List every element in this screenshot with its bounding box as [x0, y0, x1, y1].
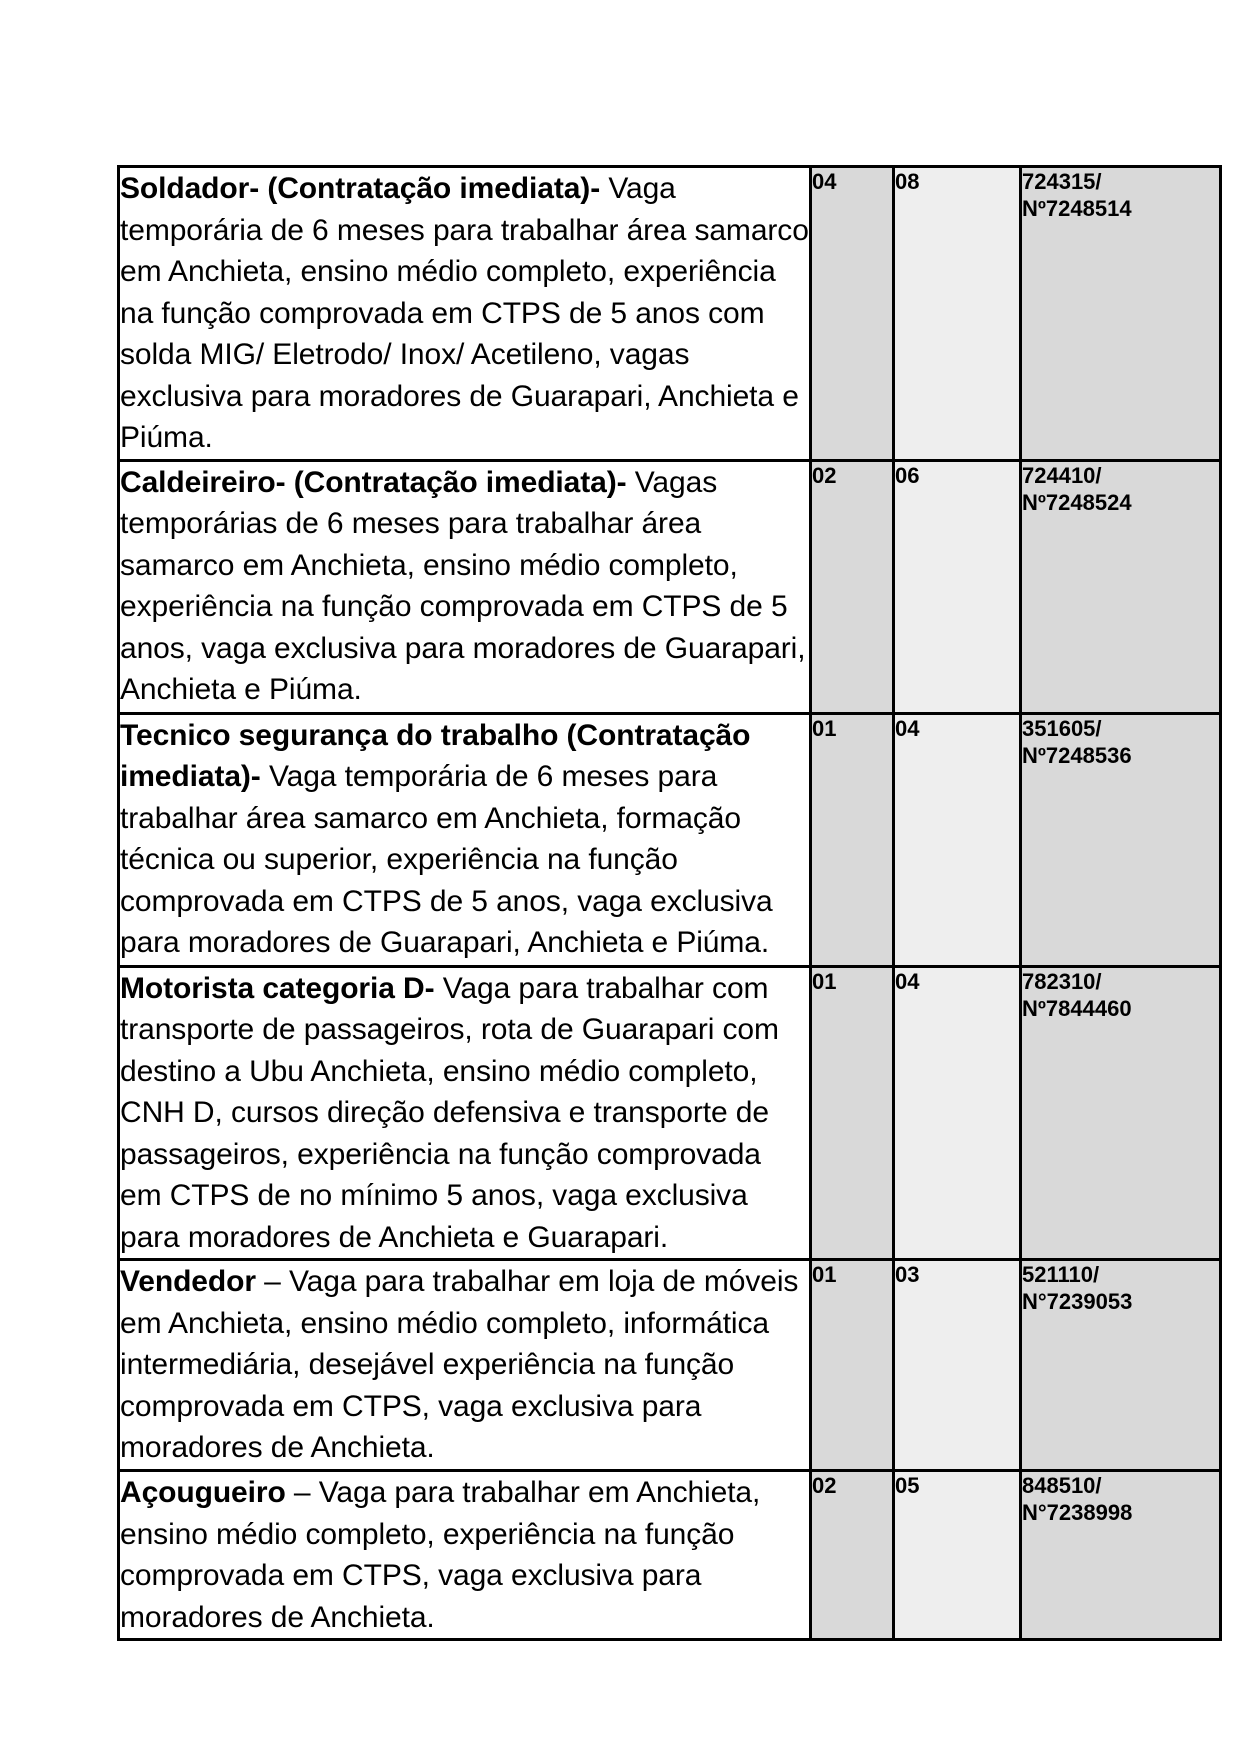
job-code-cell [1021, 713, 1221, 966]
job-number: N°7238998 [1022, 1500, 1133, 1525]
job-column-3: 06 [894, 460, 1021, 713]
job-description: Vagas temporárias de 6 meses para trabalhar área samarco em Anchieta, ensino médio completo, experiência na função comprovada em CTPS de 5 anos, vaga exclusiva para moradores de Guarapari, Anchieta e Piúma. [120, 465, 806, 706]
job-description: Vaga temporária de 6 meses para trabalhar área samarco em Anchieta, formação técnica ou superior, experiência na função comprovada em CTPS de 5 anos, vaga exclusiva para moradores de Guarapari, Anchieta e Piúma. [120, 760, 773, 959]
job-description: – Vaga para trabalhar em Anchieta, ensino médio completo, experiência na função comprovada em CTPS, vaga exclusiva para moradores de Anchieta. [120, 1476, 761, 1634]
job-description-cell [119, 713, 811, 966]
job-code-cell [1021, 460, 1221, 713]
job-code-cell [1021, 1260, 1221, 1471]
job-number: Nº7248524 [1022, 489, 1132, 515]
job-column-2: 02 [811, 460, 894, 713]
job-code: 782310/ [1022, 968, 1102, 994]
job-number: Nº7248536 [1022, 742, 1132, 768]
job-description: Vaga para trabalhar com transporte de passageiros, rota de Guarapari com destino a Ubu Anchieta, ensino médio completo, CNH D, cursos direção defensiva e transporte de passageiros, experiência na função comprovada em CTPS de no mínimo 5 anos, vaga exclusiva para moradores de Anchieta e Guarapari. [120, 971, 779, 1254]
job-column-3: 04 [894, 713, 1021, 966]
job-code: 521110/ [1022, 1262, 1100, 1287]
table-row [119, 713, 1221, 966]
job-column-2: 01 [811, 713, 894, 966]
job-title: Caldeireiro- (Contratação imediata)- [120, 465, 627, 499]
table-row [119, 1471, 1221, 1640]
job-code: 724410/ [1022, 462, 1102, 488]
job-code: 724315/ [1022, 169, 1102, 194]
job-code-cell [1021, 1471, 1221, 1640]
job-code-cell [1021, 167, 1221, 461]
job-description-cell [119, 460, 811, 713]
job-description-cell [119, 966, 811, 1260]
job-description-cell [119, 167, 811, 461]
jobs-table [117, 165, 1222, 1641]
job-description: – Vaga para trabalhar em loja de móveis em Anchieta, ensino médio completo, informática intermediária, desejável experiência na função comprovada em CTPS, vaga exclusiva para moradores de Anchieta. [120, 1265, 799, 1464]
job-number: Nº7248514 [1022, 196, 1132, 221]
job-title: Soldador- (Contratação imediata)- [120, 172, 601, 205]
job-title: Vendedor [120, 1265, 256, 1298]
job-column-3: 05 [894, 1471, 1021, 1640]
job-code: 351605/ [1022, 715, 1102, 741]
job-description: Vaga temporária de 6 meses para trabalhar área samarco em Anchieta, ensino médio completo, experiência na função comprovada em CTPS de 5 anos com solda MIG/ Eletrodo/ Inox/ Acetileno, vagas exclusiva para moradores de Guarapari, Anchieta e Piúma. [120, 172, 809, 454]
table-row [119, 1260, 1221, 1471]
job-number: N°7239053 [1022, 1289, 1133, 1314]
job-title: Tecnico segurança do trabalho (Contratação imediata)- [120, 718, 751, 793]
table-row [119, 966, 1221, 1260]
job-column-3: 08 [894, 167, 1021, 461]
job-column-3: 04 [894, 966, 1021, 1260]
job-column-3: 03 [894, 1260, 1021, 1471]
job-column-2: 01 [811, 1260, 894, 1471]
job-code: 848510/ [1022, 1473, 1102, 1498]
job-number: Nº7844460 [1022, 995, 1132, 1021]
job-description-cell [119, 1471, 811, 1640]
job-column-2: 04 [811, 167, 894, 461]
job-title: Motorista categoria D- [120, 971, 435, 1005]
job-column-2: 01 [811, 966, 894, 1260]
job-column-2: 02 [811, 1471, 894, 1640]
job-title: Açougueiro [120, 1476, 286, 1509]
table-row [119, 460, 1221, 713]
job-description-cell [119, 1260, 811, 1471]
table-row [119, 167, 1221, 461]
job-code-cell [1021, 966, 1221, 1260]
